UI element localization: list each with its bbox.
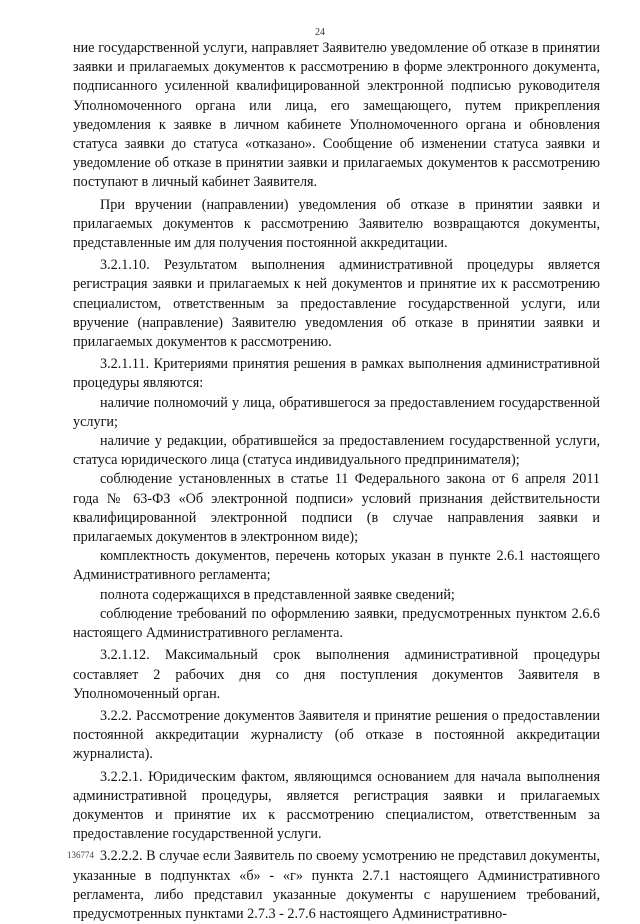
criterion-authority: наличие полномочий у лица, обратившегося за предоставлением государственной услуги;: [73, 394, 600, 430]
criterion-electronic-signature: соблюдение установленных в статье 11 Федерального закона от 6 апреля 2011 года № 63-ФЗ «Об электронной подписи» условий признания действительности квалифицированной электронной подписи (в случае направления заявки и прилагаемых документов в электронном виде);: [73, 471, 600, 546]
page-number: 24: [315, 27, 325, 38]
paragraph-3-2-2-1: 3.2.2.1. Юридическим фактом, являющимся основанием для начала выполнения административной процедуры, является регистрация заявки и прилагаемых документов и принятие их к рассмотрению специалистом, ответственным за предоставление государственной услуги.: [73, 768, 600, 843]
paragraph-3-2-1-10: 3.2.1.10. Результатом выполнения административной процедуры является регистрация заявки и прилагаемых к ней документов и принятие их к рассмотрению специалистом, ответственным за предоставление государственной услуги, или вручение (направление) Заявителю уведомления об отказе в принятии заявки и прилагаемых документов к рассмотрению.: [73, 257, 600, 351]
criterion-formatting-requirements: соблюдение требований по оформлению заявки, предусмотренных пунктом 2.6.6 настоящего Административного регламента.: [73, 605, 600, 642]
document-id: 136774: [67, 850, 94, 860]
paragraph-document-return: При вручении (направлении) уведомления об отказе в принятии заявки и прилагаемых документов к рассмотрению Заявителю возвращаются документы, представленные им для получения постоянной аккредитации.: [73, 196, 600, 252]
document-body: [73, 39, 600, 924]
paragraph-3-2-1-12: 3.2.1.12. Максимальный срок выполнения административной процедуры составляет 2 рабочих дня со дня поступления документов Заявителя в Уполномоченный орган.: [73, 647, 600, 702]
paragraph-3-2-1-11: 3.2.1.11. Критериями принятия решения в рамках выполнения административной процедуры являются:: [73, 356, 600, 392]
paragraph-3-2-2: 3.2.2. Рассмотрение документов Заявителя и принятие решения о предоставлении постоянной аккредитации журналисту (об отказе в постоянной аккредитации журналиста).: [73, 707, 600, 763]
paragraph-3-2-2-2: 3.2.2.2. В случае если Заявитель по своему усмотрению не представил документы, указанные в подпунктах «б» - «г» пункта 2.7.1 настоящего Административного регламента, либо представил указанные документы с нарушением требований, предусмотренных пунктами 2.7.3 - 2.7.6 настоящего Административно-: [73, 848, 600, 922]
criterion-legal-status: наличие у редакции, обратившейся за предоставлением государственной услуги, статуса юридического лица (статуса индивидуального предпринимателя);: [73, 433, 600, 469]
criterion-information-completeness: полнота содержащихся в представленной заявке сведений;: [100, 586, 455, 603]
criterion-document-completeness: комплектность документов, перечень которых указан в пункте 2.6.1 настоящего Административного регламента;: [73, 548, 600, 584]
paragraph-continuation: ние государственной услуги, направляет Заявителю уведомление об отказе в принятии заявки и прилагаемых документов к рассмотрению в форме электронного документа, подписанного усиленной квалифицированной электронной подписью руководителя Уполномоченного органа или лица, его замещающего, путем прикрепления уведомления к заявке в личном кабинете Уполномоченного органа и обновления статуса заявки до статуса «отказано». Сообщение об изменении статуса заявки и уведомление об отказе в принятии заявки и прилагаемых документов к рассмотрению поступают в личный кабинет Заявителя.: [73, 40, 600, 191]
